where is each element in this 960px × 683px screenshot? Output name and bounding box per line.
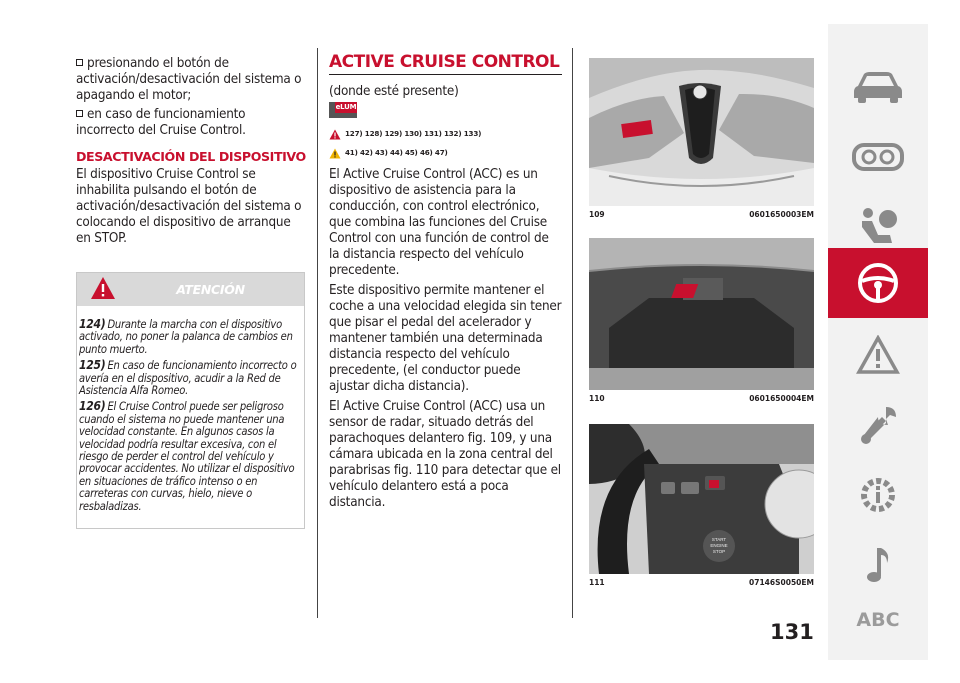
wrench-icon <box>856 403 900 447</box>
figure-110 <box>589 238 814 403</box>
warning-item: 124) Durante la marcha con el dispositivo activado, no poner la palanca de cambios en punto muerto. <box>79 317 293 356</box>
figure-caption: 111 07146S0050EM <box>589 578 814 587</box>
middle-column <box>329 54 562 515</box>
steering-wheel-icon <box>856 261 900 305</box>
page-title: ACTIVE CRUISE CONTROL <box>329 54 562 75</box>
list-item: presionando el botón de activación/desactivación del sistema o apagando el motor; <box>76 56 302 103</box>
sidebar-item-dashboard[interactable] <box>828 122 928 192</box>
left-column <box>76 56 306 250</box>
gear-info-icon <box>856 473 900 517</box>
figure-111 <box>589 424 814 587</box>
sidebar-item-driving[interactable] <box>828 248 928 318</box>
figure-caption: 109 0601650003EM <box>589 210 814 219</box>
list-item: en caso de funcionamiento incorrecto del Cruise Control. <box>76 107 246 138</box>
checkbox-bullet-icon <box>76 110 83 117</box>
abc-label: ABC <box>856 609 900 631</box>
dashboard-icon <box>852 141 904 173</box>
car-icon <box>852 70 904 104</box>
music-note-icon <box>863 545 893 585</box>
warning-body <box>77 306 304 513</box>
column-divider <box>317 48 318 618</box>
warning-references: 127) 128) 129) 130) 131) 132) 133) <box>329 126 562 142</box>
section-text: El dispositivo Cruise Control se inhabilita pulsando el botón de activación/desactivación del sistema o colocando el dispositivo de arranque en STOP. <box>76 167 302 246</box>
figure-109 <box>589 58 814 219</box>
sidebar-item-maintenance[interactable] <box>828 390 928 460</box>
warning-item: 125) En caso de funcionamiento incorrecto o avería en el dispositivo, acudir a la Red de Asistencia Alfa Romeo. <box>79 358 297 398</box>
front-grille-image <box>589 58 814 206</box>
caution-triangle-icon <box>329 148 341 159</box>
warning-box <box>76 272 305 529</box>
stop-label: STOP <box>712 549 726 554</box>
elum-badge-icon: eLUM <box>329 102 357 118</box>
section-title: DESACTIVACIÓN DEL DISPOSITIVO <box>76 149 306 164</box>
warning-item: 126) El Cruise Control puede ser peligroso cuando el sistema no puede mantener una velocidad constante. En algunos casos la velocidad podría resultar excesiva, con el riesgo de perder el control del vehículo y provocar accidentes. No utilizar el dispositivo en situaciones de tráfico intenso o en carreteras con curvas, hielo, nieve o resbaladizas. <box>79 399 295 513</box>
page-number: 131 <box>770 620 814 644</box>
sidebar-item-index[interactable] <box>828 600 928 640</box>
airbag-icon <box>856 205 900 249</box>
sidebar-item-vehicle[interactable] <box>828 52 928 122</box>
body-text: El Active Cruise Control (ACC) es un dispositivo de asistencia para la conducción, con control electrónico, que combina las funciones del Cruise Control con una función de control de la distancia respecto del vehículo precedente. Este dispositivo permite mantener el coche a una velocidad elegida sin tener que pisar el pedal del acelerador y mantener también una determinada distancia respecto del vehículo precedente, (el conductor puede ajustar dicha distancia). El Active Cruise Control (ACC) usa un sensor de radar, situado detrás del parachoques delantero fig. 109, y una cámara ubicada en la zona central del parabrisas fig. 110 para detectar que el vehículo delantero está a poca distancia. <box>329 167 562 510</box>
engine-label: ENGINE <box>710 543 728 548</box>
figure-caption: 110 0601650004EM <box>589 394 814 403</box>
warning-title: ATENCIÓN <box>176 282 245 297</box>
warning-triangle-icon <box>329 129 341 140</box>
sidebar-item-emergency[interactable] <box>828 320 928 390</box>
warning-header <box>77 273 304 306</box>
caution-references: 41) 42) 43) 44) 45) 46) 47) <box>329 145 562 161</box>
windshield-camera-image <box>589 238 814 390</box>
subtitle: (donde esté presente) <box>329 84 459 99</box>
chapter-sidebar <box>828 24 928 660</box>
checkbox-bullet-icon <box>76 59 83 66</box>
start-label: START <box>711 537 727 542</box>
steering-wheel-image <box>589 424 814 574</box>
warning-triangle-icon <box>856 335 900 375</box>
column-divider <box>572 48 573 618</box>
sidebar-item-multimedia[interactable] <box>828 530 928 600</box>
sidebar-item-technical-data[interactable] <box>828 460 928 530</box>
